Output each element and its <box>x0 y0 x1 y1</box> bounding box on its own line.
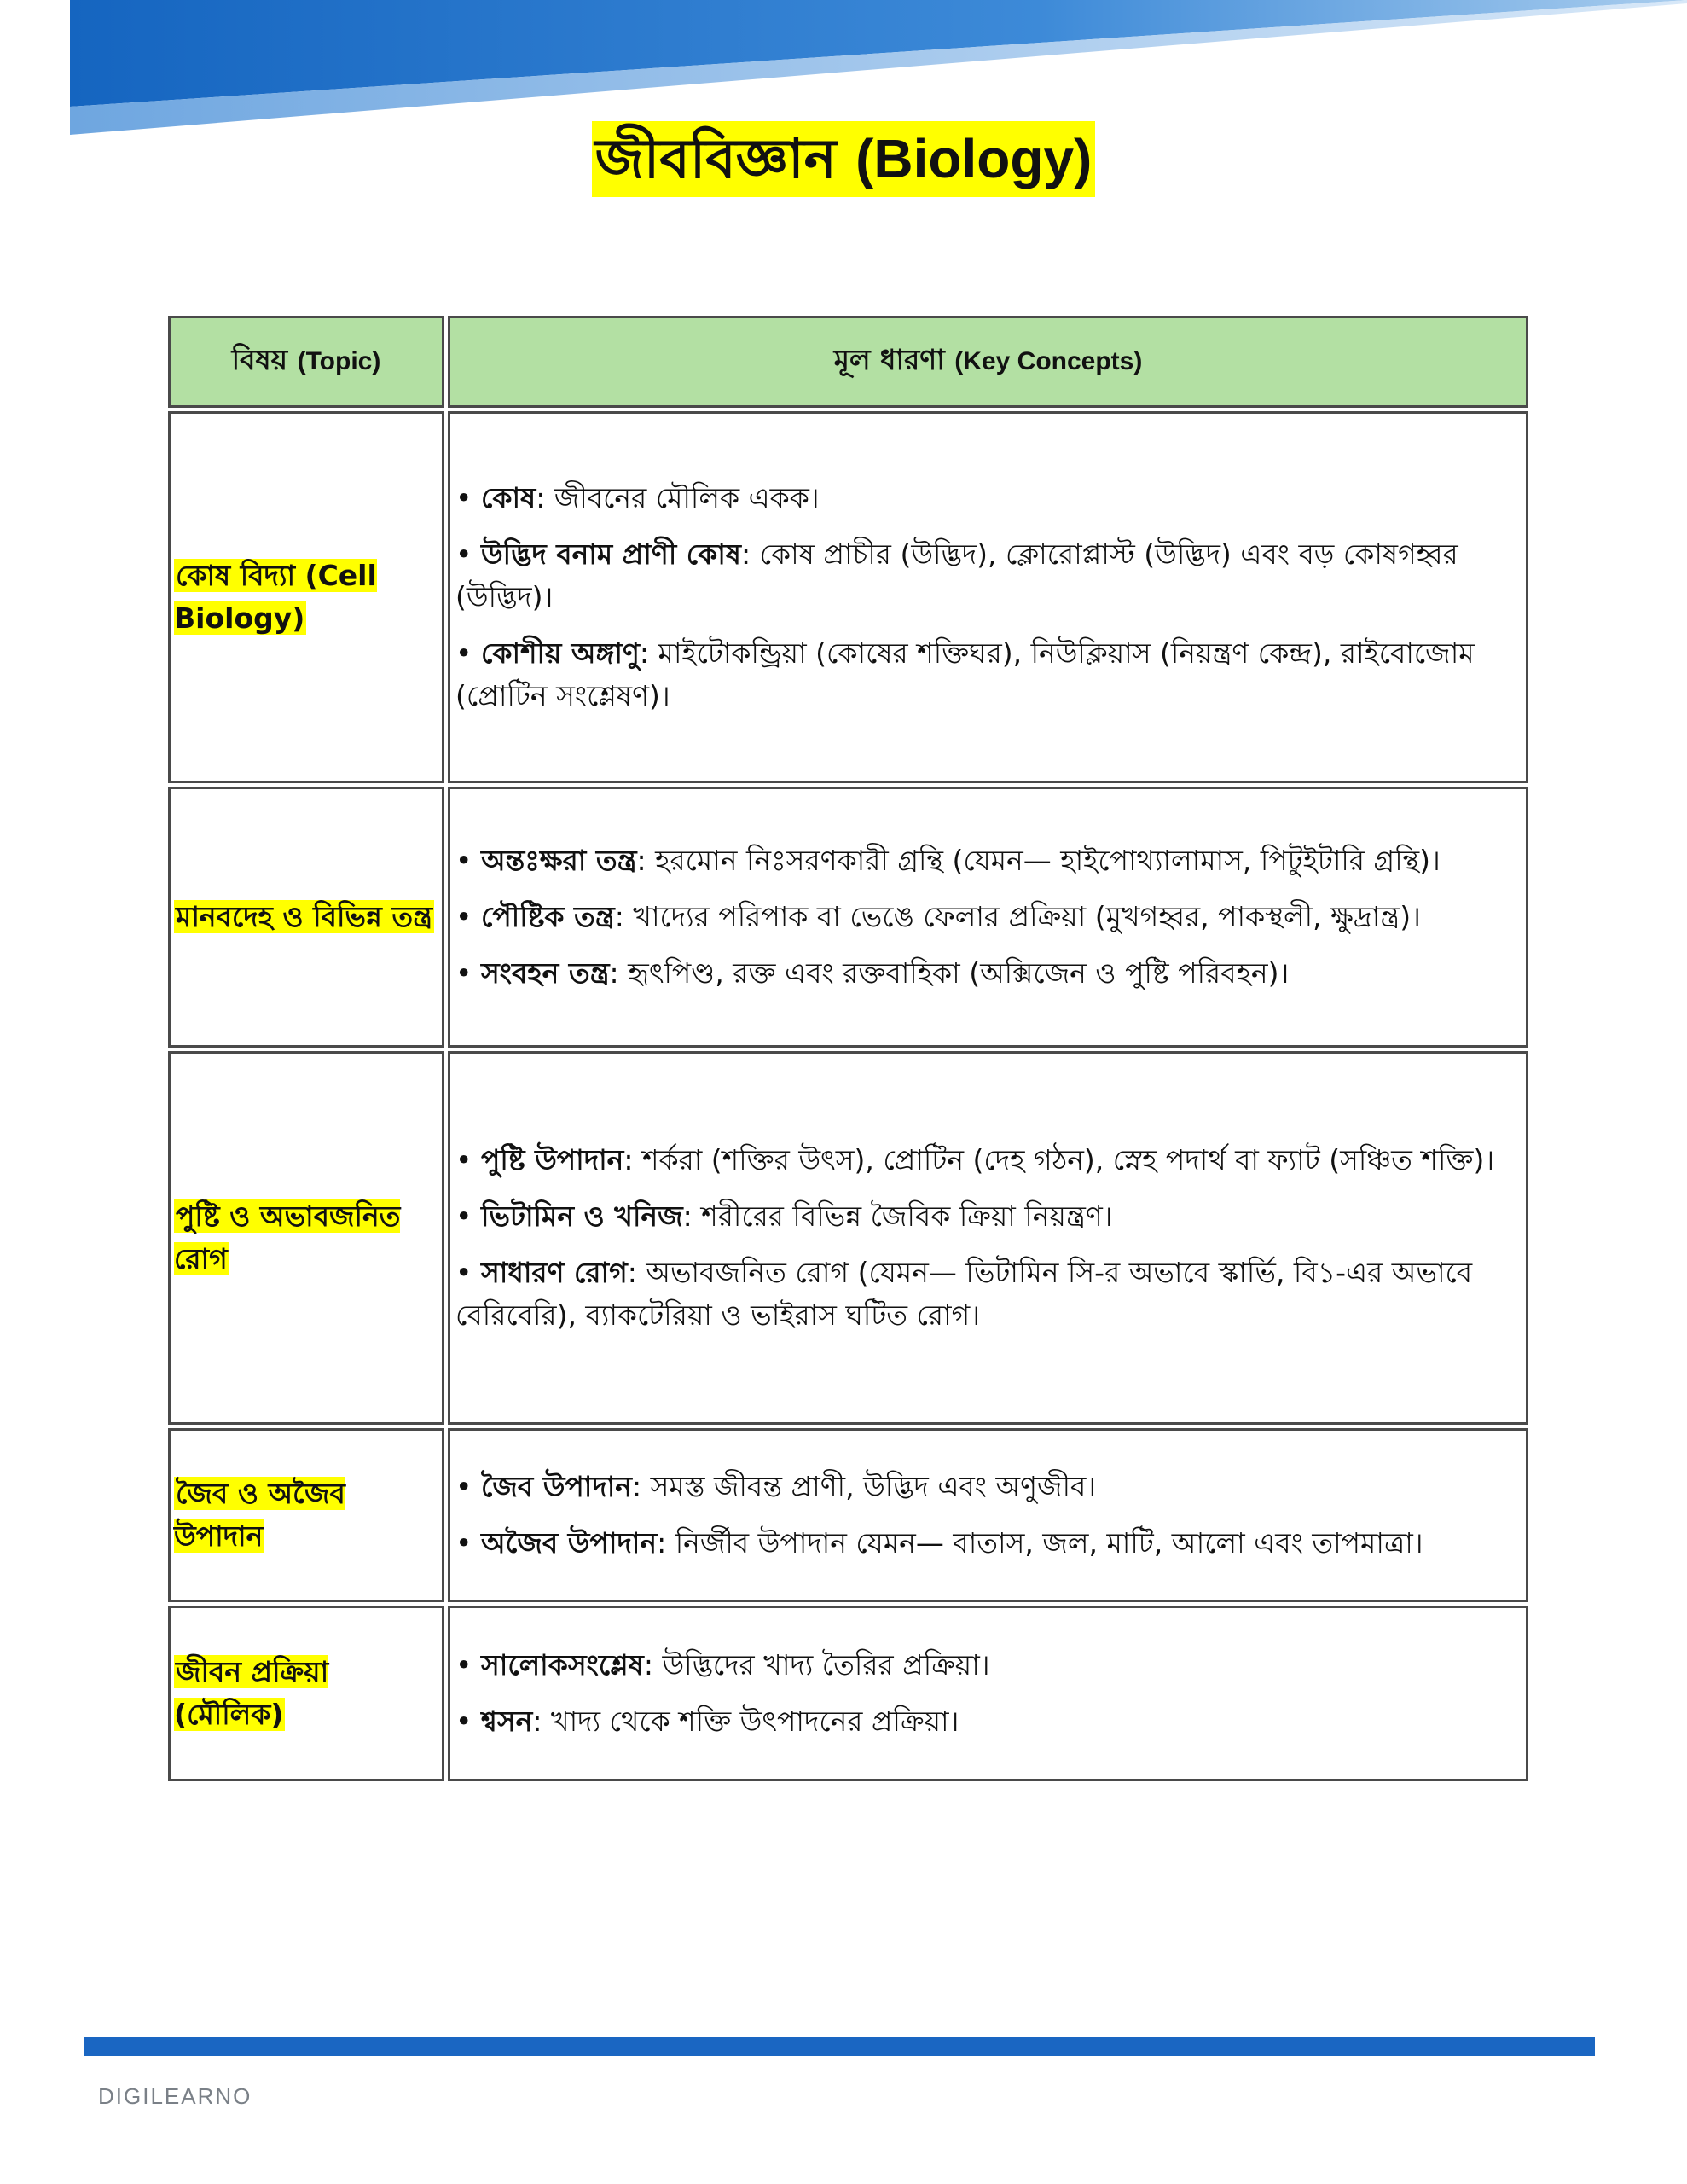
page-title <box>592 121 1096 197</box>
concept-term: ভিটামিন ও খনিজ <box>480 1199 683 1233</box>
header-concepts-en: (Key Concepts) <box>954 347 1143 375</box>
concept-term: অন্তঃক্ষরা তন্ত্র <box>480 844 637 877</box>
concept-item: • পুষ্টি উপাদান: শর্করা (শক্তির উৎস), প্রোটিন (দেহ গঠন), স্নেহ পদার্থ বা ফ্যাট (সঞ্চিত শক্তি)। <box>455 1143 1495 1176</box>
concept-term: সাধারণ রোগ <box>480 1256 628 1289</box>
table-row <box>168 411 1528 783</box>
header-topic-en: (Topic) <box>297 347 381 375</box>
concept-desc: কোষ প্রাচীর (উদ্ভিদ), ক্লোরোপ্লাস্ট (উদ্ভিদ) এবং বড় কোষগহ্বর (উদ্ভিদ)। <box>455 537 1458 613</box>
table-row <box>168 1051 1528 1425</box>
page-title-wrap <box>0 121 1687 197</box>
concept-desc: শর্করা (শক্তির উৎস), প্রোটিন (দেহ গঠন), স্নেহ পদার্থ বা ফ্যাট (সঞ্চিত শক্তি)। <box>641 1143 1495 1176</box>
concept-item: • সালোকসংশ্লেষ: উদ্ভিদের খাদ্য তৈরির প্রক্রিয়া। <box>455 1648 990 1682</box>
concept-term: শ্বসন <box>480 1705 533 1738</box>
concept-item: • অন্তঃক্ষরা তন্ত্র: হরমোন নিঃসরণকারী গ্রন্থি (যেমন— হাইপোথ্যালামাস, পিটুইটারি গ্রন্থি)। <box>455 844 1441 877</box>
header-concepts <box>448 316 1528 408</box>
concept-desc: হরমোন নিঃসরণকারী গ্রন্থি (যেমন— হাইপোথ্যালামাস, পিটুইটারি গ্রন্থি)। <box>655 844 1441 877</box>
header-topic-bn: বিষয় <box>231 343 288 376</box>
concept-item: • জৈব উপাদান: সমস্ত জীবন্ত প্রাণী, উদ্ভিদ এবং অণুজীব। <box>455 1470 1097 1503</box>
concepts-cell <box>448 1606 1528 1781</box>
concept-desc: শরীরের বিভিন্ন জৈবিক ক্রিয়া নিয়ন্ত্রণ। <box>701 1199 1113 1233</box>
concept-desc: সমস্ত জীবন্ত প্রাণী, উদ্ভিদ এবং অণুজীব। <box>650 1470 1097 1503</box>
concepts-cell <box>448 411 1528 783</box>
concept-item: • শ্বসন: খাদ্য থেকে শক্তি উৎপাদনের প্রক্রিয়া। <box>455 1705 959 1738</box>
topic-cell <box>168 411 444 783</box>
concept-term: উদ্ভিদ বনাম প্রাণী কোষ <box>480 537 742 571</box>
concept-item: • অজৈব উপাদান: নির্জীব উপাদান যেমন— বাতাস, জল, মাটি, আলো এবং তাপমাত্রা। <box>455 1526 1423 1560</box>
biology-table <box>168 316 1528 1781</box>
concept-term: পুষ্টি উপাদান <box>480 1143 624 1176</box>
header-topic <box>168 316 444 408</box>
topic-label: কোষ বিদ্যা (Cell Biology) <box>174 559 377 635</box>
topic-label: মানবদেহ ও বিভিন্ন তন্ত্র <box>176 900 432 933</box>
topic-label: জীবন প্রক্রিয়া (মৌলিক) <box>174 1655 329 1731</box>
concept-term: কোষ <box>480 481 536 514</box>
concept-item: • কোশীয় অঙ্গাণু: মাইটোকন্ড্রিয়া (কোষের শক্তিঘর), নিউক্লিয়াস (নিয়ন্ত্রণ কেন্দ্র), রাইবোজোম (প্রোটিন সংশ্লেষণ)। <box>455 636 1475 712</box>
topic-cell <box>168 1051 444 1425</box>
concept-item: • সাধারণ রোগ: অভাবজনিত রোগ (যেমন— ভিটামিন সি-র অভাবে স্কার্ভি, বি১-এর অভাবে বেরিবেরি), ব্যাকটেরিয়া ও ভাইরাস ঘটিত রোগ। <box>455 1256 1473 1332</box>
concept-desc: জীবনের মৌলিক একক। <box>554 481 820 514</box>
concept-term: পৌষ্টিক তন্ত্র <box>480 900 615 933</box>
concepts-cell <box>448 787 1528 1048</box>
title-bengali: জীববিজ্ঞান <box>594 128 837 191</box>
table-row <box>168 1428 1528 1602</box>
concept-term: কোশীয় অঙ্গাণু <box>480 636 640 670</box>
concept-desc: নির্জীব উপাদান যেমন— বাতাস, জল, মাটি, আলো এবং তাপমাত্রা। <box>675 1526 1423 1560</box>
concepts-cell <box>448 1051 1528 1425</box>
footer-brand: DIGILEARNO <box>98 2083 252 2109</box>
concept-item: • কোষ: জীবনের মৌলিক একক। <box>455 481 820 514</box>
concept-desc: মাইটোকন্ড্রিয়া (কোষের শক্তিঘর), নিউক্লিয়াস (নিয়ন্ত্রণ কেন্দ্র), রাইবোজোম (প্রোটিন সংশ্লেষণ)। <box>455 636 1475 712</box>
concept-item: • উদ্ভিদ বনাম প্রাণী কোষ: কোষ প্রাচীর (উদ্ভিদ), ক্লোরোপ্লাস্ট (উদ্ভিদ) এবং বড় কোষগহ্বর (উদ্ভিদ)। <box>455 537 1458 613</box>
concept-desc: হৃৎপিণ্ড, রক্ত এবং রক্তবাহিকা (অক্সিজেন ও পুষ্টি পরিবহন)। <box>628 956 1290 990</box>
footer-bar <box>84 2037 1595 2056</box>
topic-cell <box>168 1606 444 1781</box>
concept-desc: খাদ্যের পরিপাক বা ভেঙে ফেলার প্রক্রিয়া (মুখগহ্বর, পাকস্থলী, ক্ষুদ্রান্ত্র)। <box>633 900 1421 933</box>
topic-label: জৈব ও অজৈব উপাদান <box>174 1477 345 1553</box>
concept-item: • সংবহন তন্ত্র: হৃৎপিণ্ড, রক্ত এবং রক্তবাহিকা (অক্সিজেন ও পুষ্টি পরিবহন)। <box>455 956 1290 990</box>
concept-desc: অভাবজনিত রোগ (যেমন— ভিটামিন সি-র অভাবে স্কার্ভি, বি১-এর অভাবে বেরিবেরি), ব্যাকটেরিয়া ও ভাইরাস ঘটিত রোগ। <box>455 1256 1473 1332</box>
concepts-cell <box>448 1428 1528 1602</box>
concept-desc: উদ্ভিদের খাদ্য তৈরির প্রক্রিয়া। <box>662 1648 990 1682</box>
concept-term: জৈব উপাদান <box>480 1470 632 1503</box>
table-header-row <box>168 316 1528 408</box>
table-row <box>168 1606 1528 1781</box>
topic-cell <box>168 787 444 1048</box>
concept-desc: খাদ্য থেকে শক্তি উৎপাদনের প্রক্রিয়া। <box>550 1705 959 1738</box>
concept-item: • পৌষ্টিক তন্ত্র: খাদ্যের পরিপাক বা ভেঙে ফেলার প্রক্রিয়া (মুখগহ্বর, পাকস্থলী, ক্ষুদ্রান্ত্র)। <box>455 900 1421 933</box>
topic-label: পুষ্টি ও অভাবজনিত রোগ <box>174 1199 401 1275</box>
concept-term: সালোকসংশ্লেষ <box>480 1648 644 1682</box>
topic-cell <box>168 1428 444 1602</box>
concept-item: • ভিটামিন ও খনিজ: শরীরের বিভিন্ন জৈবিক ক্রিয়া নিয়ন্ত্রণ। <box>455 1199 1113 1233</box>
table-row <box>168 787 1528 1048</box>
concept-term: অজৈব উপাদান <box>480 1526 658 1560</box>
title-english: (Biology) <box>855 128 1093 189</box>
header-concepts-bn: মূল ধারণা <box>833 343 945 376</box>
concept-term: সংবহন তন্ত্র <box>480 956 610 990</box>
